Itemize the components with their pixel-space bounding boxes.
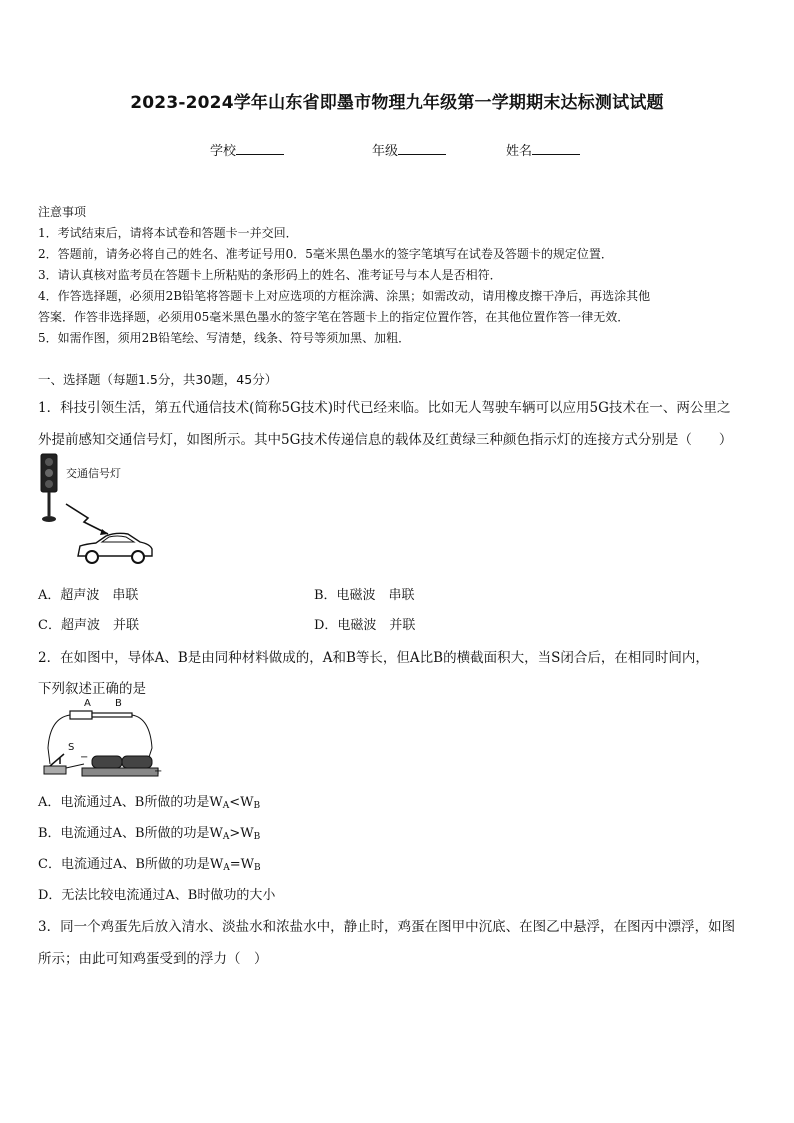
notice-item: 5．如需作图，须用2B铅笔绘、写清楚，线条、符号等须加黑、加粗． — [38, 331, 411, 345]
q2-option-b[interactable]: B．电流通过A、B所做的功是$W_A>W_B$ — [38, 826, 261, 842]
school-field — [210, 140, 284, 159]
notice-item: 1．考试结束后，请将本试卷和答题卡一并交回． — [38, 226, 298, 240]
traffic-light-base — [42, 516, 56, 522]
question-1-text: 1．科技引领生活，第五代通信技术(简称5G技术)时代已经来临。比如无人驾驶车辆可以应用5G技术在一、两公里之 — [38, 400, 731, 416]
label-b: B — [115, 698, 122, 709]
wire-right — [132, 715, 152, 760]
q2-option-c[interactable]: C．电流通过A、B所做的功是$W_A=W_B$ — [38, 857, 261, 873]
battery-cell — [92, 756, 122, 768]
traffic-light-label: 交通信号灯 — [66, 467, 121, 480]
label-a: A — [84, 698, 91, 709]
grade-label: 年级 — [372, 144, 399, 159]
conductor-a — [70, 711, 92, 719]
label-minus: − — [80, 752, 89, 763]
wire-switch-battery — [66, 764, 84, 768]
q1-option-b[interactable]: B．电磁波 串联 — [314, 588, 415, 603]
switch-lever — [50, 754, 64, 766]
section-heading: 一、选择题（每题1.5分，共30题，45分） — [38, 372, 278, 387]
green-lamp — [45, 480, 53, 488]
q1-option-a[interactable]: A．超声波 串联 — [38, 588, 139, 603]
q2-option-a[interactable]: A．电流通过A、B所做的功是$W_A<W_B$ — [38, 795, 261, 811]
label-plus: + — [154, 766, 163, 777]
battery-holder — [82, 768, 158, 776]
school-blank — [236, 142, 284, 155]
notice-item: 3．请认真核对监考员在答题卡上所粘贴的条形码上的姓名、准考证号与本人是否相符． — [38, 268, 502, 282]
conductor-b — [92, 713, 132, 717]
yellow-lamp — [45, 469, 53, 477]
question-3-text: 所示；由此可知鸡蛋受到的浮力（ ） — [38, 951, 268, 967]
question-1-text: 外提前感知交通信号灯，如图所示。其中5G技术传递信息的载体及红黄绿三种颜色指示灯的连接方式分别是（ ） — [38, 432, 733, 448]
notice-item: 2．答题前，请务必将自己的姓名、准考证号用0．5毫米黑色墨水的签字笔填写在试卷及答题卡的规定位置． — [38, 247, 613, 261]
grade-blank — [398, 142, 446, 155]
q2-option-d[interactable]: D．无法比较电流通过A、B时做功的大小 — [38, 888, 276, 903]
name-label: 姓名 — [506, 144, 533, 159]
notice-heading: 注意事项 — [38, 205, 87, 219]
switch-base — [44, 766, 66, 774]
signal-bolt — [66, 504, 108, 534]
label-s: S — [68, 742, 75, 753]
wire-left — [48, 715, 70, 764]
q1-option-c[interactable]: C．超声波 并联 — [38, 618, 139, 633]
page-title: 2023-2024学年山东省即墨市物理九年级第一学期期末达标测试试题 — [130, 93, 664, 113]
notice-item: 答案．作答非选择题，必须用05毫米黑色墨水的签字笔在答题卡上的指定位置作答，在其他位置作答一律无效． — [38, 310, 630, 324]
battery-cell — [122, 756, 152, 768]
car-wheel-rear — [132, 551, 144, 563]
question-2-text: 2．在如图中，导体A、B是由同种材料做成的，A和B等长，但A比B的横截面积大，当S闭合后，在相同时间内， — [38, 650, 709, 666]
question-2-text: 下列叙述正确的是 — [38, 681, 146, 697]
name-field — [506, 140, 580, 159]
car-wheel-front — [86, 551, 98, 563]
notice-item: 4．作答选择题，必须用2B铅笔将答题卡上对应选项的方框涂满、涂黑；如需改动，请用橡皮擦干净后，再选涂其他 — [38, 289, 651, 303]
name-blank — [532, 142, 580, 155]
question-3-text: 3．同一个鸡蛋先后放入清水、淡盐水和浓盐水中，静止时，鸡蛋在图甲中沉底、在图乙中悬浮，在图丙中漂浮，如图 — [38, 919, 736, 935]
q1-option-d[interactable]: D．电磁波 并联 — [314, 618, 416, 633]
circuit-figure — [40, 698, 165, 780]
school-label: 学校 — [210, 144, 237, 159]
red-lamp — [45, 458, 53, 466]
grade-field — [372, 140, 446, 159]
